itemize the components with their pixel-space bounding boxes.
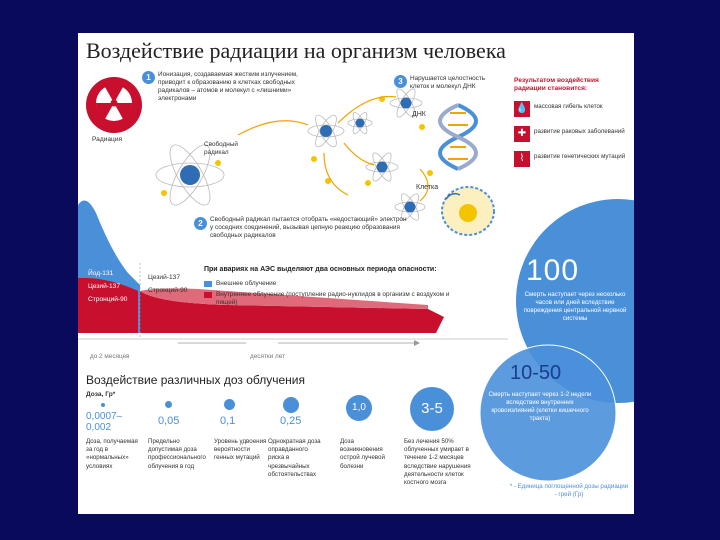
dose-desc: Доза возникновения острой лучевой болезни bbox=[340, 438, 385, 470]
step-1-text: Ионизация, создаваемая жестким излучением, приводит к образованию в клетках свободных радикалов – атомов и молекул с «лишними» электронами bbox=[158, 71, 298, 102]
threshold-10-50-value: 10-50 bbox=[510, 362, 562, 384]
time-label-right: десятки лет bbox=[250, 353, 286, 360]
dose-desc: Без лечения 50% облученных умирает в течение 1-2 месяцев вследствие нарушения деятельности клеток костного мозга bbox=[404, 438, 471, 487]
step-2-text: Свободный радикал пытается отобрать «недостающий» электрон у соседних соединений, вызывая цепную реакцию образования свободных радикалов bbox=[210, 216, 407, 239]
dose-circle bbox=[101, 403, 105, 407]
dose-desc: Доза, получаемая за год в «нормальных» условиях bbox=[86, 438, 138, 470]
legend-label: Внутреннее облучение (поступление радио-нуклидов в организм с воздухом и пищей) bbox=[216, 291, 450, 306]
threshold-100-text: Смерть наступает через несколько часов или дней вследствие повреждения центральной нервной системы bbox=[523, 291, 627, 322]
result-label: развитие раковых заболеваний bbox=[534, 128, 625, 135]
isotope-label: Йод-131 bbox=[88, 270, 114, 277]
dose-desc: Однократная доза оправданного риска в чрезвычайных обстоятельствах bbox=[268, 438, 321, 478]
result-label: массовая гибель клеток bbox=[534, 103, 603, 110]
dose-value: 0,25 bbox=[280, 415, 302, 427]
medical-cross-icon: ✚ bbox=[514, 126, 530, 142]
result-label: развитие генетических мутаций bbox=[534, 153, 626, 160]
dose-circle-value: 1,0 bbox=[346, 395, 372, 421]
dna-label: ДНК bbox=[412, 111, 426, 118]
legend-swatch bbox=[204, 281, 212, 287]
infographic-slide bbox=[78, 33, 634, 514]
legend-swatch bbox=[204, 292, 212, 298]
step-3-text: Нарушается целостность клеток и молекул ДНК bbox=[410, 75, 486, 90]
step-2-badge: 2 bbox=[194, 217, 207, 230]
dose-circle bbox=[283, 397, 299, 413]
dose-value: 0,1 bbox=[220, 415, 236, 427]
isotope-label: Цезий-137 bbox=[88, 283, 120, 290]
dose-circle-value: 3-5 bbox=[410, 387, 454, 431]
legend-title: При авариях на АЭС выделяют два основных периода опасности: bbox=[204, 266, 437, 273]
legend-label: Внешнее облучение bbox=[216, 280, 277, 287]
isotope-label: Стронций-90 bbox=[148, 287, 188, 294]
dna-mutation-icon: ⌇ bbox=[514, 151, 530, 167]
dose-desc: Уровень удвоения вероятности генных мутаций bbox=[214, 438, 267, 462]
blood-drop-icon: 💧 bbox=[514, 101, 530, 117]
dose-axis-label: Доза, Гр* bbox=[86, 391, 116, 398]
threshold-10-50-text: Смерть наступает через 1-2 недели вследствие внутренних кровоизлияний (клетки кишечного тракта) bbox=[488, 391, 592, 422]
dose-desc: Предельно допустимая доза профессионального облучения в год bbox=[148, 438, 206, 470]
results-title: Результатом воздействия радиации становится: bbox=[514, 77, 599, 92]
dose-circle bbox=[224, 399, 235, 410]
threshold-100-value: 100 bbox=[526, 254, 580, 287]
dose-circle bbox=[165, 401, 172, 408]
dose-value: 0,05 bbox=[158, 415, 180, 427]
dose-value: 0,0007–0,002 bbox=[86, 411, 123, 433]
time-label-left: до 2 месяцев bbox=[90, 353, 130, 360]
dose-footnote: * - Единица поглощенной дозы радиации - грей (Гр) bbox=[509, 483, 629, 498]
isotope-label: Цезий-137 bbox=[148, 274, 180, 281]
step-3-badge: 3 bbox=[394, 75, 407, 88]
cell-label: Клетка bbox=[416, 184, 439, 191]
free-radical-label: Свободный радикал bbox=[204, 141, 238, 156]
isotope-label: Стронций-90 bbox=[88, 296, 128, 303]
step-1-badge: 1 bbox=[142, 71, 155, 84]
dose-section-title: Воздействие различных доз облучения bbox=[86, 373, 306, 387]
hazard-label: Радиация bbox=[92, 136, 123, 143]
page-title: Воздействие радиации на организм человека bbox=[86, 38, 506, 63]
